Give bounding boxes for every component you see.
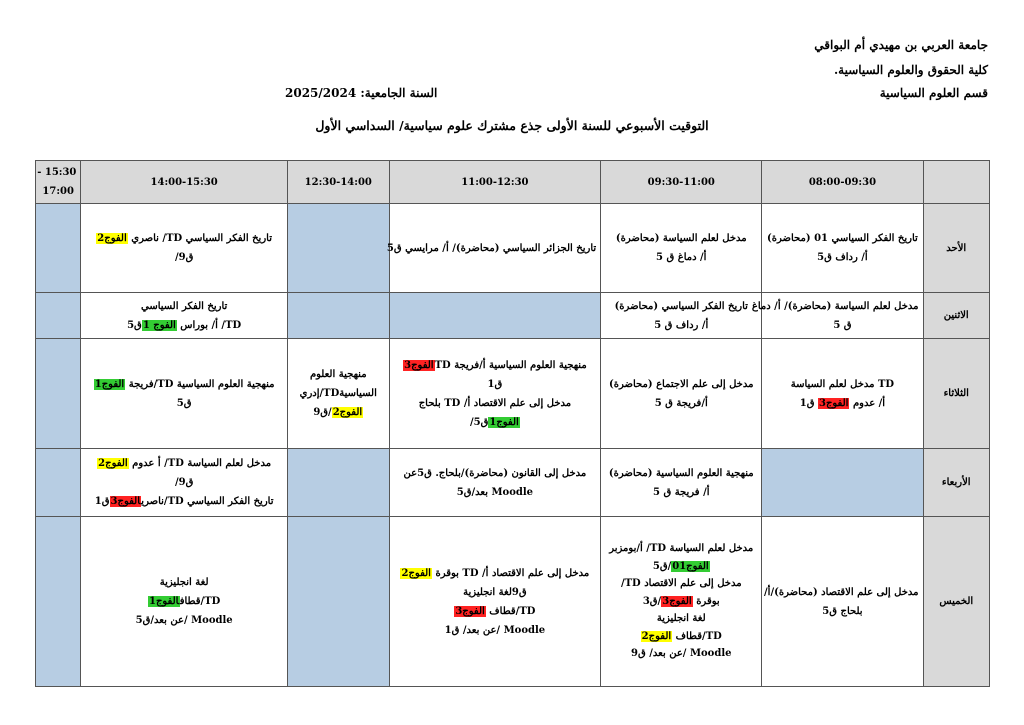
session-cell [81, 204, 288, 293]
session-text: بوقرة [696, 595, 720, 607]
day-row-wednesday [36, 449, 990, 517]
session-text [605, 558, 757, 576]
session-text: تاريخ الفكر السياسي TD/ناصري [141, 496, 274, 507]
group-badge: الفوج01 [672, 560, 709, 572]
session-text: ق5 [127, 319, 142, 331]
empty-cell [287, 517, 389, 687]
session-text: ق 5 [833, 319, 852, 331]
session-text: ق1 [487, 378, 503, 390]
session-text: أ/ فريجة ق 5 [653, 486, 710, 498]
session-text: ق5 [176, 397, 192, 409]
empty-cell [36, 449, 81, 517]
session-text: منهجية العلوم السياسية (محاضرة) [608, 467, 754, 479]
session-text: أ/ رداف ق5 [817, 252, 868, 263]
time-slot-5: 14:00-15:30 [81, 161, 288, 204]
session-text [394, 356, 597, 375]
session-text: لغة انجليزية [656, 613, 706, 625]
day-label: الأربعاء [923, 449, 989, 517]
session-cell [81, 293, 288, 339]
day-row-thursday [36, 517, 990, 687]
session-text: Moodle بعد/ق5 [456, 486, 534, 498]
session-text: منهجية العلوم السياسية TD/فريجة [128, 378, 275, 390]
day-label: الأحد [923, 204, 989, 293]
session-text: TD/قطاف [489, 605, 536, 617]
session-text: مدخل لعلم السياسة TD/ أ عدوم [132, 458, 272, 469]
session-text [605, 628, 757, 646]
time-slot-4: 12:30-14:00 [287, 161, 389, 204]
session-text: ق9/ [174, 252, 194, 263]
day-row-monday [36, 293, 990, 339]
session-text: مدخل إلى القانون (محاضرة)/بلحاج. ق5عن [403, 467, 587, 479]
empty-cell [762, 449, 923, 517]
time-slot-3: 11:00-12:30 [389, 161, 601, 204]
session-text: مدخل إلى علم الاجتماع (محاضرة) [609, 378, 754, 390]
group-badge: الفوج2 [401, 567, 431, 579]
session-text: ق9/ [174, 477, 194, 488]
session-text: أ/ دماغ ق 5 [656, 252, 707, 263]
empty-cell [287, 293, 389, 339]
time-slot-6-end: 17:00 [42, 186, 74, 197]
session-cell [601, 339, 762, 449]
session-text: مدخل إلى علم الاقتصاد أ/ TD بوقرة [435, 567, 590, 579]
group-badge: الفوج2 [98, 458, 128, 469]
timetable [35, 160, 990, 687]
session-text: مدخل إلى علم الاقتصاد (محاضرة)/أ/ [764, 586, 919, 598]
session-cell [81, 339, 288, 449]
group-badge: الفوج2 [332, 407, 363, 418]
session-text: TD مدخل لعلم السياسة [790, 378, 895, 390]
session-text: ق5/ [469, 416, 489, 428]
empty-cell [287, 449, 389, 517]
session-cell [601, 517, 762, 687]
time-slot-6 [36, 161, 81, 204]
session-text: بلحاج ق5 [822, 605, 863, 617]
empty-cell [36, 517, 81, 687]
session-text [85, 375, 283, 394]
group-badge: الفوج3 [662, 595, 692, 607]
group-badge: الفوج2 [641, 630, 672, 642]
university-name: جامعة العربي بن مهيدي أم البواقي [814, 38, 988, 52]
session-text [85, 492, 283, 511]
session-text: ق1 [799, 397, 815, 409]
session-cell [601, 204, 762, 293]
session-text: Moodle /عن بعد/ ق1 [444, 624, 546, 636]
day-row-tuesday [36, 339, 990, 449]
session-text [766, 394, 918, 413]
session-cell [601, 449, 762, 517]
group-badge: الفوج3 [818, 397, 849, 409]
session-cell [751, 293, 923, 339]
schedule-title: التوقيت الأسبوعي للسنة الأولى جذع مشترك علوم سياسية/ السداسي الأول [315, 118, 709, 133]
department-name: قسم العلوم السياسية [879, 86, 988, 100]
time-header-row [36, 161, 990, 204]
session-cell [386, 204, 601, 293]
session-text: تاريخ الجزائر السياسي (محاضرة)/ أ/ مرايسي ق5 [386, 242, 597, 254]
session-text: لغة انجليزية [159, 577, 209, 588]
session-cell [389, 517, 601, 687]
group-badge: الفوج1 [489, 416, 519, 428]
day-label: الثلاثاء [923, 339, 989, 449]
time-slot-2: 09:30-11:00 [601, 161, 762, 204]
session-text: أ/ عدوم [852, 397, 886, 409]
time-slot-1: 08:00-09:30 [762, 161, 923, 204]
session-text [394, 413, 597, 432]
group-badge: الفوج2 [97, 233, 127, 244]
session-text: أ/ رداف ق 5 [654, 319, 709, 331]
faculty-name: كلية الحقوق والعلوم السياسية. [833, 63, 988, 77]
group-badge: الفوج1 [148, 596, 179, 607]
time-slot-6-start: 15:30 - [37, 167, 77, 178]
session-text [605, 593, 757, 611]
session-text: السياسيةTD/إدري [299, 388, 377, 399]
session-cell [389, 449, 601, 517]
group-badge: الفوج3 [455, 605, 485, 617]
session-text: تاريخ الفكر السياسي [140, 300, 228, 312]
empty-cell [36, 204, 81, 293]
session-cell [81, 449, 288, 517]
session-text [394, 564, 597, 583]
session-text: TD/قطاف [179, 596, 221, 607]
session-cell [762, 204, 923, 293]
session-text: ق9لغة انجليزية [463, 586, 527, 598]
session-text: Moodle /عن بعد/ ق9 [631, 648, 732, 660]
group-badge: الفوج 1 [142, 319, 176, 331]
group-badge: الفوج3 [404, 359, 434, 371]
empty-cell [36, 339, 81, 449]
empty-cell [389, 293, 601, 339]
session-text: منهجية العلوم السياسية أ/فريجة TD [434, 359, 587, 371]
session-text: /ق3 [642, 595, 662, 607]
session-text [85, 229, 283, 248]
empty-cell [36, 293, 81, 339]
session-cell [81, 517, 288, 687]
session-text: ق1 [94, 496, 110, 507]
session-text [394, 602, 597, 621]
session-text: مدخل لعلم السياسة TD/ أ/بومزبر [609, 543, 754, 555]
session-text: تاريخ الفكر السياسي TD/ ناصري [131, 233, 272, 244]
empty-cell [287, 204, 389, 293]
session-text: منهجية العلوم [309, 369, 367, 380]
session-cell [389, 339, 601, 449]
session-cell [762, 339, 923, 449]
corner-cell [923, 161, 989, 204]
session-text: مدخل لعلم السياسة (محاضرة) [615, 233, 747, 244]
session-text [85, 316, 283, 335]
group-badge: الفوج1 [94, 378, 125, 390]
academic-year: السنة الجامعية: 2025/2024 [285, 86, 438, 100]
session-text: مدخل إلى علم الاقتصاد أ/ TD بلحاج [418, 397, 572, 409]
session-cell [287, 339, 389, 449]
session-cell [601, 293, 762, 339]
session-text: مدخل إلى علم الاقتصاد TD/ [620, 578, 742, 590]
session-text: TD/قطاف [675, 630, 722, 642]
day-row-sunday [36, 204, 990, 293]
session-text: /ق9 [313, 407, 332, 418]
session-text: مدخل لعلم السياسة (محاضرة)/ أ/ دماغ [751, 300, 919, 312]
session-text: تاريخ الفكر السياسي 01 (محاضرة) [767, 233, 918, 244]
group-badge: الفوج3 [110, 496, 141, 507]
session-text: /ق5 [652, 560, 672, 572]
session-cell [762, 517, 923, 687]
day-label: الاثنين [923, 293, 989, 339]
day-label: الخميس [923, 517, 989, 687]
session-text: تاريخ الفكر السياسي (محاضرة) [614, 300, 748, 312]
session-text: Moodle /عن بعد/ق5 [135, 615, 233, 626]
session-text: TD/ أ/ بوراس [180, 319, 242, 331]
session-text: أ/فريجة ق 5 [654, 397, 708, 409]
session-text [85, 592, 283, 611]
session-text [85, 454, 283, 473]
session-text [292, 403, 385, 422]
